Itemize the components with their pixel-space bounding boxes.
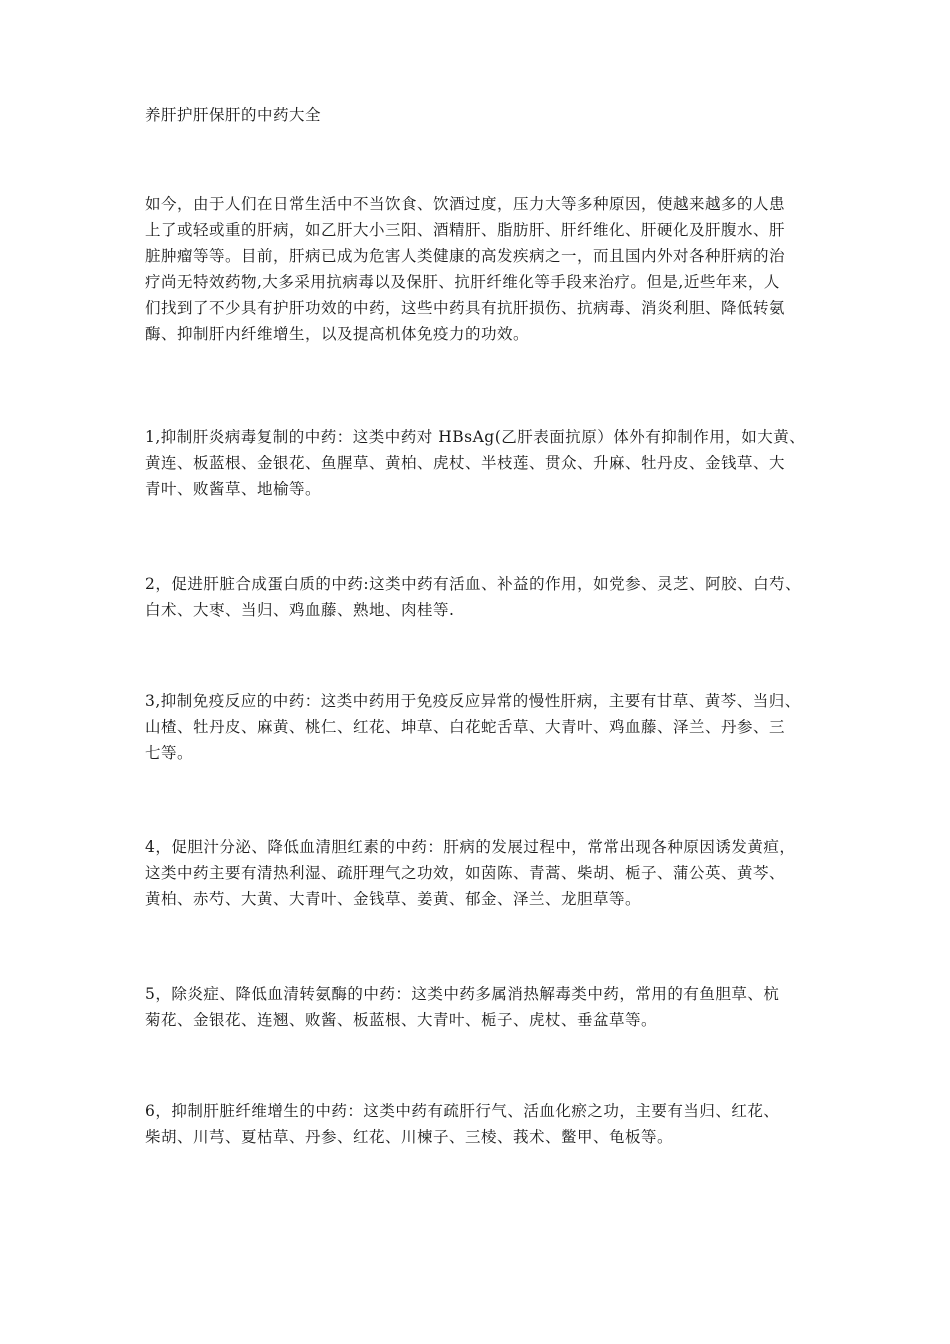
- section-line: 菊花、金银花、连翘、败酱、板蓝根、大青叶、栀子、虎杖、垂盆草等。: [145, 1011, 658, 1029]
- section-line: 黄连、板蓝根、金银花、鱼腥草、黄柏、虎杖、半枝莲、贯众、升麻、牡丹皮、金钱草、大: [145, 454, 786, 472]
- section-line: 3,抑制免疫反应的中药：这类中药用于免疫反应异常的慢性肝病，主要有甘草、黄芩、当归、: [145, 692, 801, 710]
- section-1-paragraph: [145, 424, 825, 502]
- intro-line: 脏肿瘤等等。目前，肝病已成为危害人类健康的高发疾病之一，而且国内外对各种肝病的治: [145, 247, 786, 265]
- intro-line: 们找到了不少具有护肝功效的中药，这些中药具有抗肝损伤、抗病毒、消炎利胆、降低转氨: [145, 299, 786, 317]
- section-line: 6，抑制肝脏纤维增生的中药：这类中药有疏肝行气、活血化瘀之功，主要有当归、红花、: [145, 1102, 780, 1120]
- section-6-paragraph: [145, 1098, 825, 1150]
- intro-line: 如今，由于人们在日常生活中不当饮食、饮酒过度，压力大等多种原因，使越来越多的人患: [145, 195, 786, 213]
- section-line: 白术、大枣、当归、鸡血藤、熟地、肉桂等.: [145, 601, 455, 619]
- intro-line: 酶、抑制肝内纤维增生，以及提高机体免疫力的功效。: [145, 325, 530, 343]
- section-line: 4，促胆汁分泌、降低血清胆红素的中药：肝病的发展过程中，常常出现各种原因诱发黄疸，: [145, 838, 796, 856]
- section-line: 这类中药主要有清热利湿、疏肝理气之功效，如茵陈、青蒿、柴胡、栀子、蒲公英、黄芩、: [145, 864, 786, 882]
- section-3-paragraph: [145, 688, 825, 766]
- section-line: 柴胡、川芎、夏枯草、丹参、红花、川楝子、三棱、莪术、鳖甲、龟板等。: [145, 1128, 674, 1146]
- section-line: 1,抑制肝炎病毒复制的中药：这类中药对 HBsAg(乙肝表面抗原）体外有抑制作用，如大黄、: [145, 428, 806, 446]
- intro-line: 疗尚无特效药物,大多采用抗病毒以及保肝、抗肝纤维化等手段来治疗。但是,近些年来，人: [145, 273, 780, 291]
- section-2-paragraph: [145, 571, 825, 623]
- section-line: 黄柏、赤芍、大黄、大青叶、金钱草、姜黄、郁金、泽兰、龙胆草等。: [145, 890, 642, 908]
- intro-paragraph: [145, 191, 825, 347]
- section-line: 山楂、牡丹皮、麻黄、桃仁、红花、坤草、白花蛇舌草、大青叶、鸡血藤、泽兰、丹参、三: [145, 718, 786, 736]
- section-line: 青叶、败酱草、地榆等。: [145, 480, 322, 498]
- intro-line: 上了或轻或重的肝病，如乙肝大小三阳、酒精肝、脂肪肝、肝纤维化、肝硬化及肝腹水、肝: [145, 221, 786, 239]
- section-line: 七等。: [145, 744, 194, 762]
- section-line: 2，促进肝脏合成蛋白质的中药:这类中药有活血、补益的作用，如党参、灵芝、阿胶、白芍、: [145, 575, 802, 593]
- section-line: 5，除炎症、降低血清转氨酶的中药：这类中药多属消热解毒类中药，常用的有鱼胆草、杭: [145, 985, 780, 1003]
- document-title: 养肝护肝保肝的中药大全: [145, 106, 322, 124]
- section-4-paragraph: [145, 834, 825, 912]
- section-5-paragraph: [145, 981, 825, 1033]
